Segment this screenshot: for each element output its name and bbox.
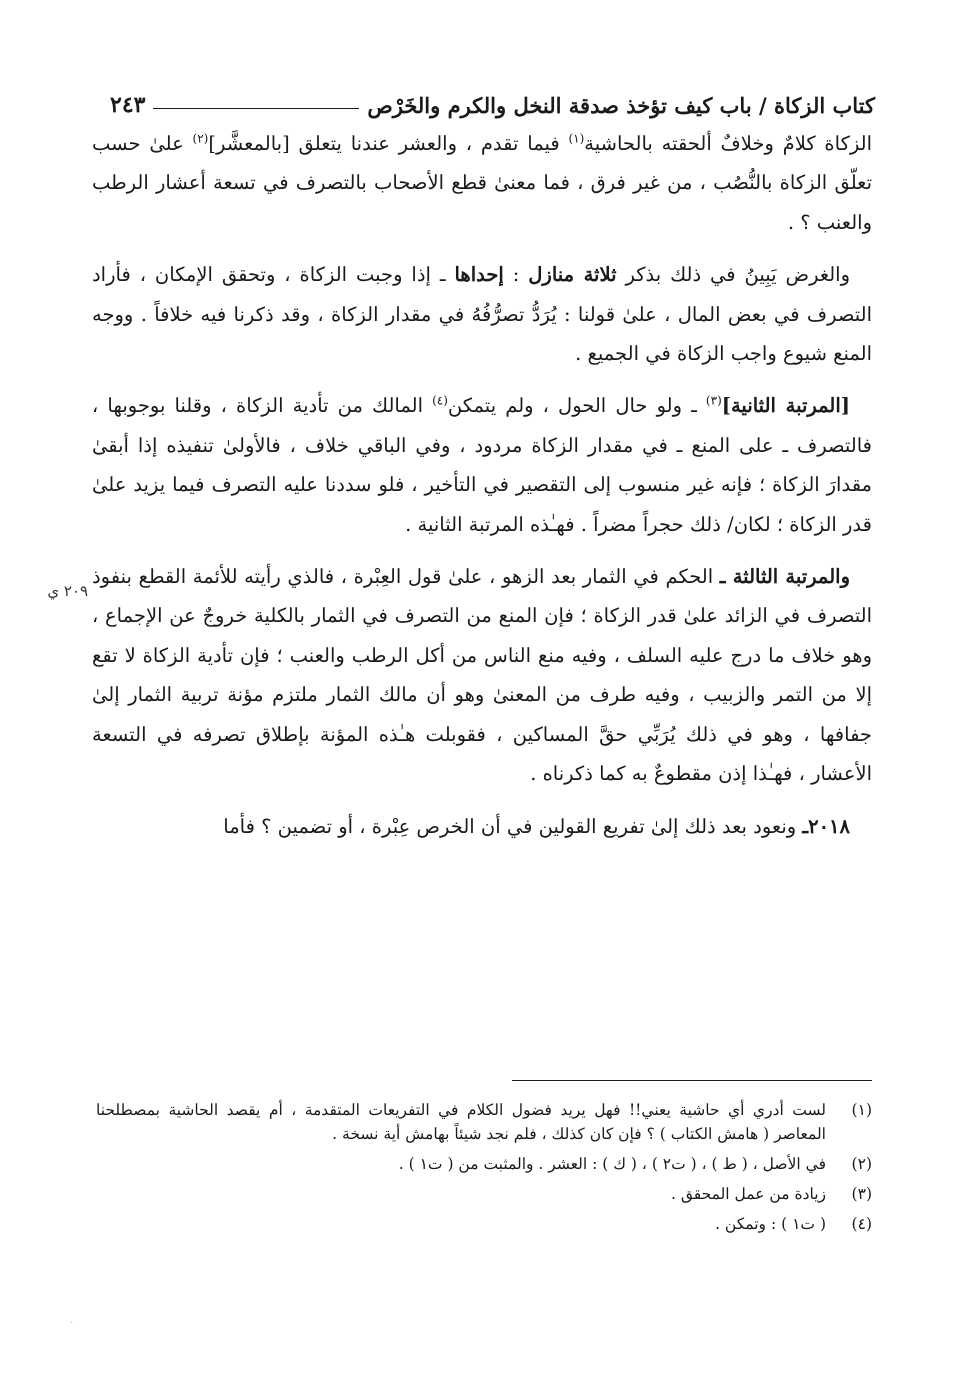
text-span: فيما تقدم ، والعشر عندنا يتعلق [بالمعشَّر] xyxy=(208,132,569,155)
text-span: ونعود بعد ذلك إلىٰ تفريع القولين في أن الخرص عِبْرة ، أو تضمين ؟ فأما xyxy=(223,814,803,838)
footnotes xyxy=(96,1098,872,1242)
text-span: : xyxy=(503,263,529,287)
text-span: الزكاة كلامٌ وخلافٌ ألحقته بالحاشية xyxy=(584,132,872,155)
paragraph-3 xyxy=(92,386,872,544)
footnote-number: (١) xyxy=(851,1101,872,1119)
text-span: علىٰ حسب تعلّق الزكاة بالنُّصُب ، من غير فرق ، فما معنىٰ قطع الأصحاب بالتصرف في تسعة أعشار الرطب والعنب ؟ . xyxy=(92,132,872,234)
footnote-text: زيادة من عمل المحقق . xyxy=(671,1185,826,1203)
bold-term: ثلاثة منازل xyxy=(528,263,617,287)
paragraph-5 xyxy=(92,807,872,846)
paragraph-4 xyxy=(92,557,872,793)
footnote-text: في الأصل ، ( ط ) ، ( ت٢ ) ، ( ك ) : العشر . والمثبت من ( ت١ ) . xyxy=(398,1155,826,1173)
footnote-ref: (٣) xyxy=(705,393,722,408)
footnote-number: (٤) xyxy=(851,1215,872,1233)
footnote-text: ( ت١ ) : وتمكن . xyxy=(715,1215,826,1233)
text-span: والغرض يَبِينُ في ذلك بذكر xyxy=(616,263,851,287)
issue-number: ٢٠١٨ـ xyxy=(802,814,850,838)
main-text xyxy=(92,124,872,859)
text-span: الحكم في الثمار بعد الزهو ، علىٰ قول العِبْرة ، فالذي رأيته للأئمة القطع بنفوذ التصرف في الزائد علىٰ قدر الزكاة ؛ فإن المنع من التصرف في الثمار بالكلية خروجٌ عن الإجماع ، وهو خلاف ما درج عليه السلف ، وفيه منع الناس من أكل الرطب والعنب ؛ فإن تأدية الزكاة لا تقع إلا من التمر والزبيب ، وفيه طرف من المعنىٰ وهو أن مالك الثمار ملتزم مؤنة تربية الثمار إلىٰ جفافها ، وهو في ذلك يُرَبِّي حقَّ المساكين ، فقوبلت هـٰذه المؤنة بإطلاق تصرفه في التسعة الأعشار ، فهـٰذا إذن مقطوعٌ به كما ذكرناه . xyxy=(92,565,872,786)
scan-speck: · xyxy=(70,1318,74,1329)
footnote-item xyxy=(96,1098,872,1146)
header-title: كتاب الزكاة / باب كيف تؤخذ صدقة النخل والكرم والخَرْص xyxy=(367,93,875,118)
section-heading: والمرتبة الثالثة ـ xyxy=(719,565,850,589)
section-heading: [المرتبة الثانية] xyxy=(721,394,850,418)
bold-term: إحداها xyxy=(454,263,504,287)
footnote-number: (٣) xyxy=(851,1185,872,1203)
paragraph-2 xyxy=(92,255,872,373)
manuscript-folio-marker: ٢٠٩ ي xyxy=(47,582,88,600)
text-span: ـ إذا وجبت الزكاة ، وتحقق الإمكان ، فأراد التصرف في بعض المال ، علىٰ قولنا : يُرَدُّ تصرُّفُهُ في مقدار الزكاة ، وقد ذكرنا فيه خلافاً . ووجه المنع شيوع واجب الزكاة في الجميع . xyxy=(92,263,872,366)
footnote-divider xyxy=(512,1080,872,1081)
text-span: ـ ولو حال الحول ، ولم يتمكن xyxy=(447,394,706,418)
footnote-number: (٢) xyxy=(851,1155,872,1173)
running-header xyxy=(110,82,875,118)
footnote-ref: (٢) xyxy=(192,131,209,146)
footnote-item xyxy=(96,1182,872,1206)
footnote-item xyxy=(96,1212,872,1236)
page-number: ٢٤٣ xyxy=(110,92,146,118)
header-rule xyxy=(153,108,359,109)
paragraph-1 xyxy=(92,124,872,242)
footnote-item xyxy=(96,1152,872,1176)
text-span: المالك من تأدية الزكاة ، وقلنا بوجوبها ، فالتصرف ـ على المنع ـ في مقدار الزكاة مردود ، وفي الباقي خلاف ، فالأولىٰ تنفيذه إذا أبقىٰ مقدارَ الزكاة ؛ فإنه غير منسوب إلى التقصير في التأخير ، فلو سددنا عليه التصرف فيما يزيد علىٰ قدر الزكاة ؛ لكان/ ذلك حجراً مضراً . فهـٰذه المرتبة الثانية . xyxy=(92,394,872,536)
footnote-ref: (٤) xyxy=(432,393,448,408)
footnote-ref: (١) xyxy=(568,131,585,146)
footnote-text: لست أدري أي حاشية يعني!! فهل يريد فضول الكلام في التفريعات المتقدمة ، أم يقصد الحاشية بمصطلحنا المعاصر ( هامش الكتاب ) ؟ فإن كان كذلك ، فلم نجد شيئاً بهامش أية نسخة . xyxy=(96,1101,826,1143)
